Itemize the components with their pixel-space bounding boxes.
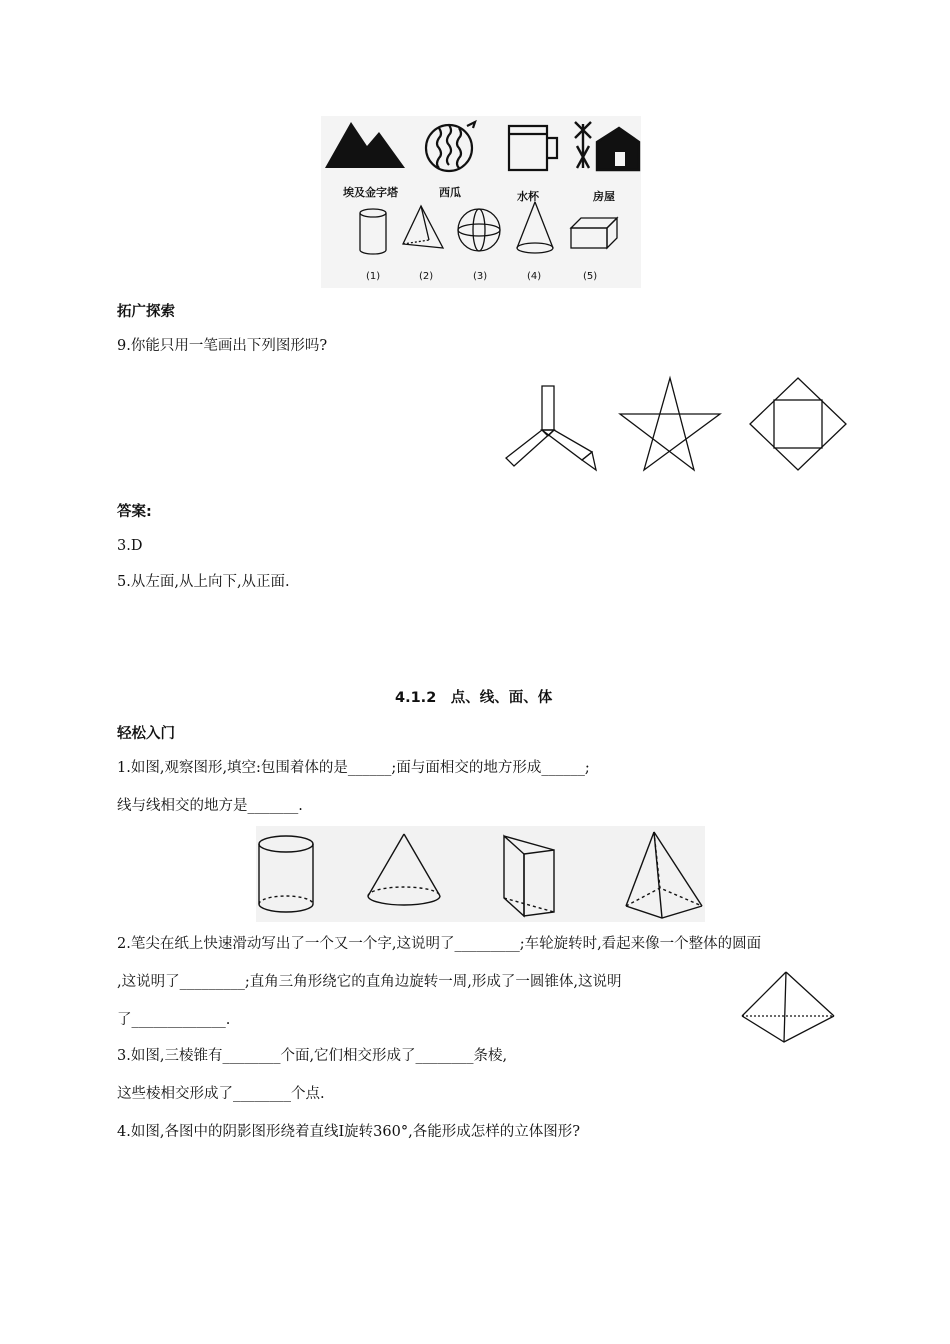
question-3-line-1: 3.如图,三棱锥有________个面,它们相交形成了________条棱, [117, 1048, 508, 1064]
shape-number-4: (4) [527, 271, 542, 282]
four-solids-drawing [256, 826, 705, 922]
house-icon [575, 122, 639, 170]
diamond-square-figure [750, 378, 846, 470]
question-4: 4.如图,各图中的阴影图形绕着直线I旋转360°,各能形成怎样的立体图形? [117, 1124, 580, 1140]
answer-5: 5.从左面,从上向下,从正面. [117, 574, 290, 590]
four-solids-figure [256, 826, 705, 922]
section-title: 4.1.2 点、线、面、体 [395, 690, 553, 706]
sphere-icon [458, 209, 500, 251]
shape-number-2: (2) [419, 271, 434, 282]
caption-cup: 水杯 [517, 190, 539, 203]
question-3-line-2: 这些棱相交形成了________个点. [117, 1086, 325, 1102]
caption-house: 房屋 [593, 190, 615, 203]
cone-icon [368, 834, 440, 905]
answer-3: 3.D [117, 538, 143, 554]
question-2-line-3: 了_____________. [117, 1012, 231, 1028]
cylinder-icon [360, 209, 386, 254]
objects-solids-figure [321, 116, 641, 288]
watermelon-icon [426, 122, 475, 171]
square-pyramid-icon [626, 832, 702, 918]
question-9: 9.你能只用一笔画出下列图形吗? [117, 338, 328, 354]
question-1-line-2: 线与线相交的地方是_______. [117, 798, 303, 814]
extend-heading: 拓广探索 [117, 304, 175, 320]
shape-number-5: (5) [583, 271, 598, 282]
answers-heading: 答案: [117, 504, 152, 520]
section-subheading: 轻松入门 [117, 726, 175, 742]
caption-pyramid: 埃及金字塔 [343, 186, 398, 199]
shape-number-3: (3) [473, 271, 488, 282]
tetrahedron-icon [403, 206, 443, 248]
pentagram-figure [620, 378, 720, 470]
question-1-line-1: 1.如图,观察图形,填空:包围着体的是______;面与面相交的地方形成______; [117, 760, 590, 776]
cuboid-icon [571, 218, 617, 248]
question-2-line-1: 2.笔尖在纸上快速滑动写出了一个又一个字,这说明了_________;车轮旋转时,看起来像一个整体的圆面 [117, 936, 762, 952]
triangular-pyramid-figure [738, 968, 838, 1048]
pyramids-icon [325, 122, 405, 168]
triangular-prism-icon [504, 836, 554, 916]
one-stroke-figures [500, 374, 850, 480]
cup-icon [509, 126, 557, 170]
cone-icon [517, 202, 553, 253]
question-2-line-2: ,这说明了_________;直角三角形绕它的直角边旋转一周,形成了一圆锥体,这说明 [117, 974, 622, 990]
shape-number-1: (1) [366, 271, 381, 282]
cylinder-icon [259, 836, 313, 912]
caption-watermelon: 西瓜 [439, 186, 461, 199]
tri-arm-figure [506, 386, 596, 470]
